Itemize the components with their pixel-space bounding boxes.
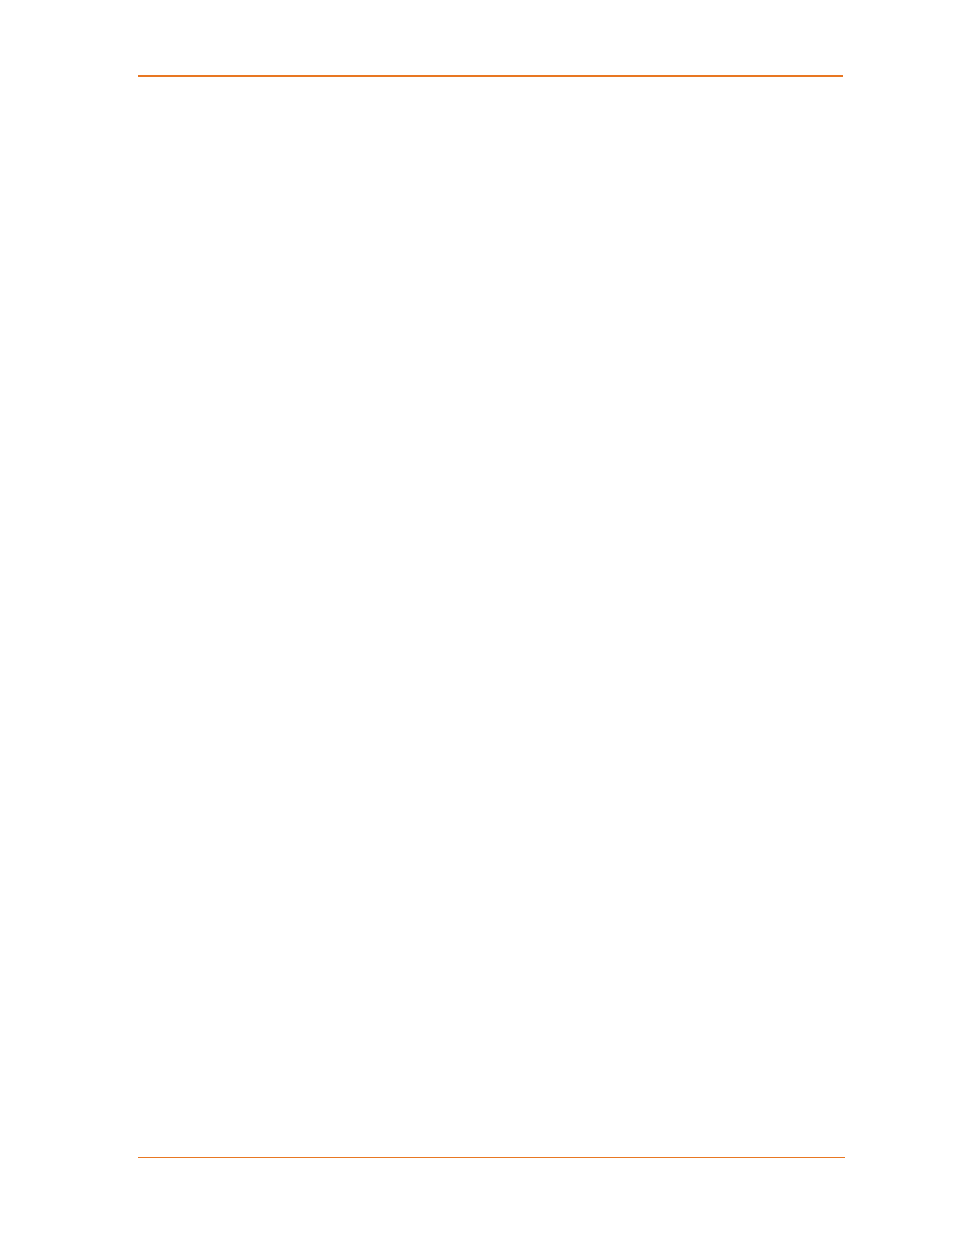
header-rule <box>138 75 843 77</box>
footer-rule <box>138 1157 845 1158</box>
